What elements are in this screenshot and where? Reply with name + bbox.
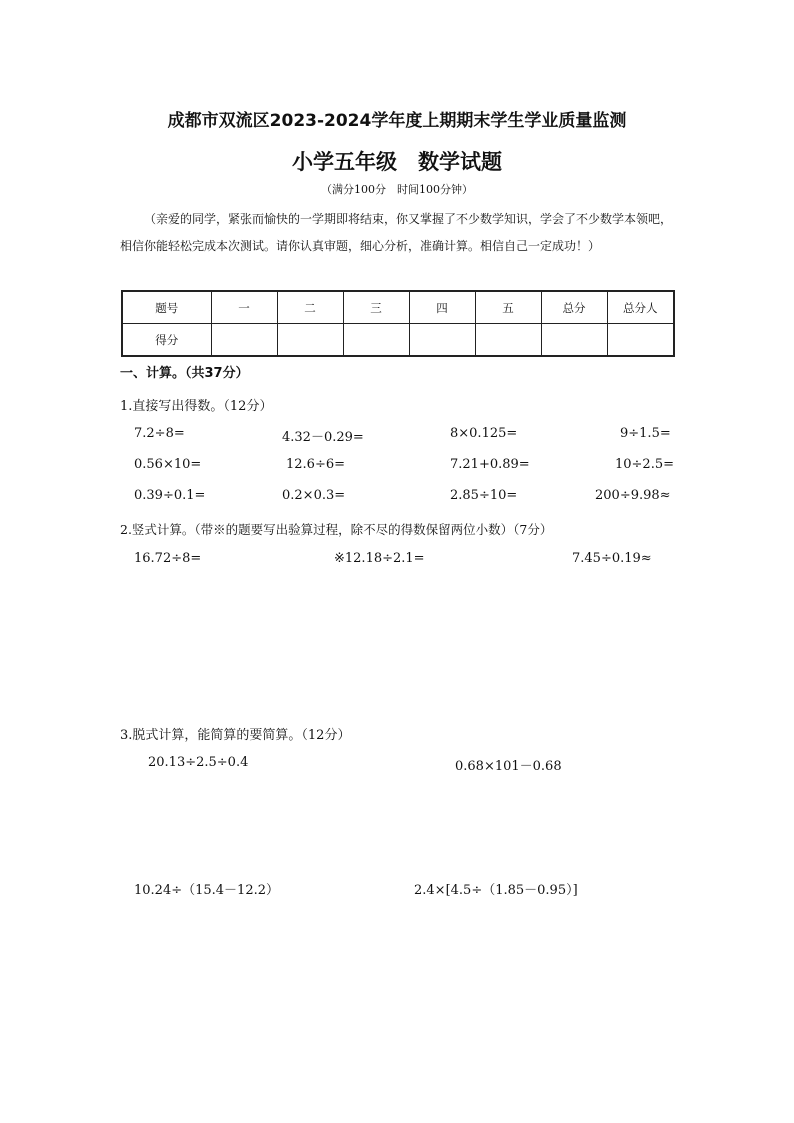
- calc-item: 4.32－0.29=: [282, 430, 364, 445]
- table-header-cell: 题号: [122, 291, 211, 324]
- row-label: 得分: [122, 324, 211, 357]
- calc-item: 0.39÷0.1=: [134, 488, 206, 503]
- table-header-cell: 三: [343, 291, 409, 324]
- calc-item: 0.2×0.3=: [282, 488, 346, 503]
- score-table: [121, 290, 675, 357]
- step-calc-item: 0.68×101－0.68: [455, 759, 562, 774]
- step-calc-item: 10.24÷（15.4－12.2）: [134, 883, 279, 898]
- step-calc-item: 2.4×[4.5÷（1.85－0.95）]: [414, 883, 578, 898]
- question-3-title: 3.脱式计算，能简算的要简算。（12分）: [120, 728, 351, 743]
- calc-item: 12.6÷6=: [286, 457, 346, 472]
- vertical-calc-item: 7.45÷0.19≈: [572, 551, 652, 566]
- score-cell[interactable]: [607, 324, 674, 357]
- exam-subtitle: 小学五年级 数学试题: [292, 150, 502, 174]
- score-cell[interactable]: [343, 324, 409, 357]
- exam-title: 成都市双流区2023-2024学年度上期期末学生学业质量监测: [167, 111, 627, 131]
- calc-item: 0.56×10=: [134, 457, 202, 472]
- vertical-calc-item: 16.72÷8=: [134, 551, 202, 566]
- table-header-cell: 总分人: [607, 291, 674, 324]
- section-1-title: 一、计算。（共37分）: [120, 366, 249, 381]
- score-cell[interactable]: [541, 324, 607, 357]
- table-header-cell: 总分: [541, 291, 607, 324]
- calc-item: 7.21+0.89=: [450, 457, 530, 472]
- table-header-cell: 五: [475, 291, 541, 324]
- exam-note: （满分100分 时间100分钟）: [321, 183, 473, 196]
- intro-paragraph: （亲爱的同学，紧张而愉快的一学期即将结束，你又掌握了不少数学知识，学会了不少数学本领吧，相信你能轻松完成本次测试。请你认真审题，细心分析，准确计算。相信自己一定成功！）: [120, 212, 673, 253]
- question-1-title: 1.直接写出得数。（12分）: [120, 399, 273, 414]
- score-table-header-row: [122, 291, 674, 324]
- step-calc-item: 20.13÷2.5÷0.4: [148, 755, 249, 770]
- score-cell[interactable]: [475, 324, 541, 357]
- score-cell[interactable]: [409, 324, 475, 357]
- score-table-score-row: [122, 324, 674, 357]
- calc-item: 10÷2.5=: [615, 457, 675, 472]
- question-2-title: 2.竖式计算。（带※的题要写出验算过程，除不尽的得数保留两位小数）（7分）: [120, 522, 553, 537]
- calc-item: 9÷1.5=: [620, 426, 671, 441]
- calc-item: 7.2÷8=: [134, 426, 185, 441]
- table-header-cell: 一: [211, 291, 277, 324]
- score-cell[interactable]: [211, 324, 277, 357]
- calc-item: 200÷9.98≈: [595, 488, 671, 503]
- calc-item: 2.85÷10=: [450, 488, 518, 503]
- table-header-cell: 四: [409, 291, 475, 324]
- table-header-cell: 二: [277, 291, 343, 324]
- score-cell[interactable]: [277, 324, 343, 357]
- calc-item: 8×0.125=: [450, 426, 518, 441]
- vertical-calc-item: ※12.18÷2.1=: [334, 551, 425, 566]
